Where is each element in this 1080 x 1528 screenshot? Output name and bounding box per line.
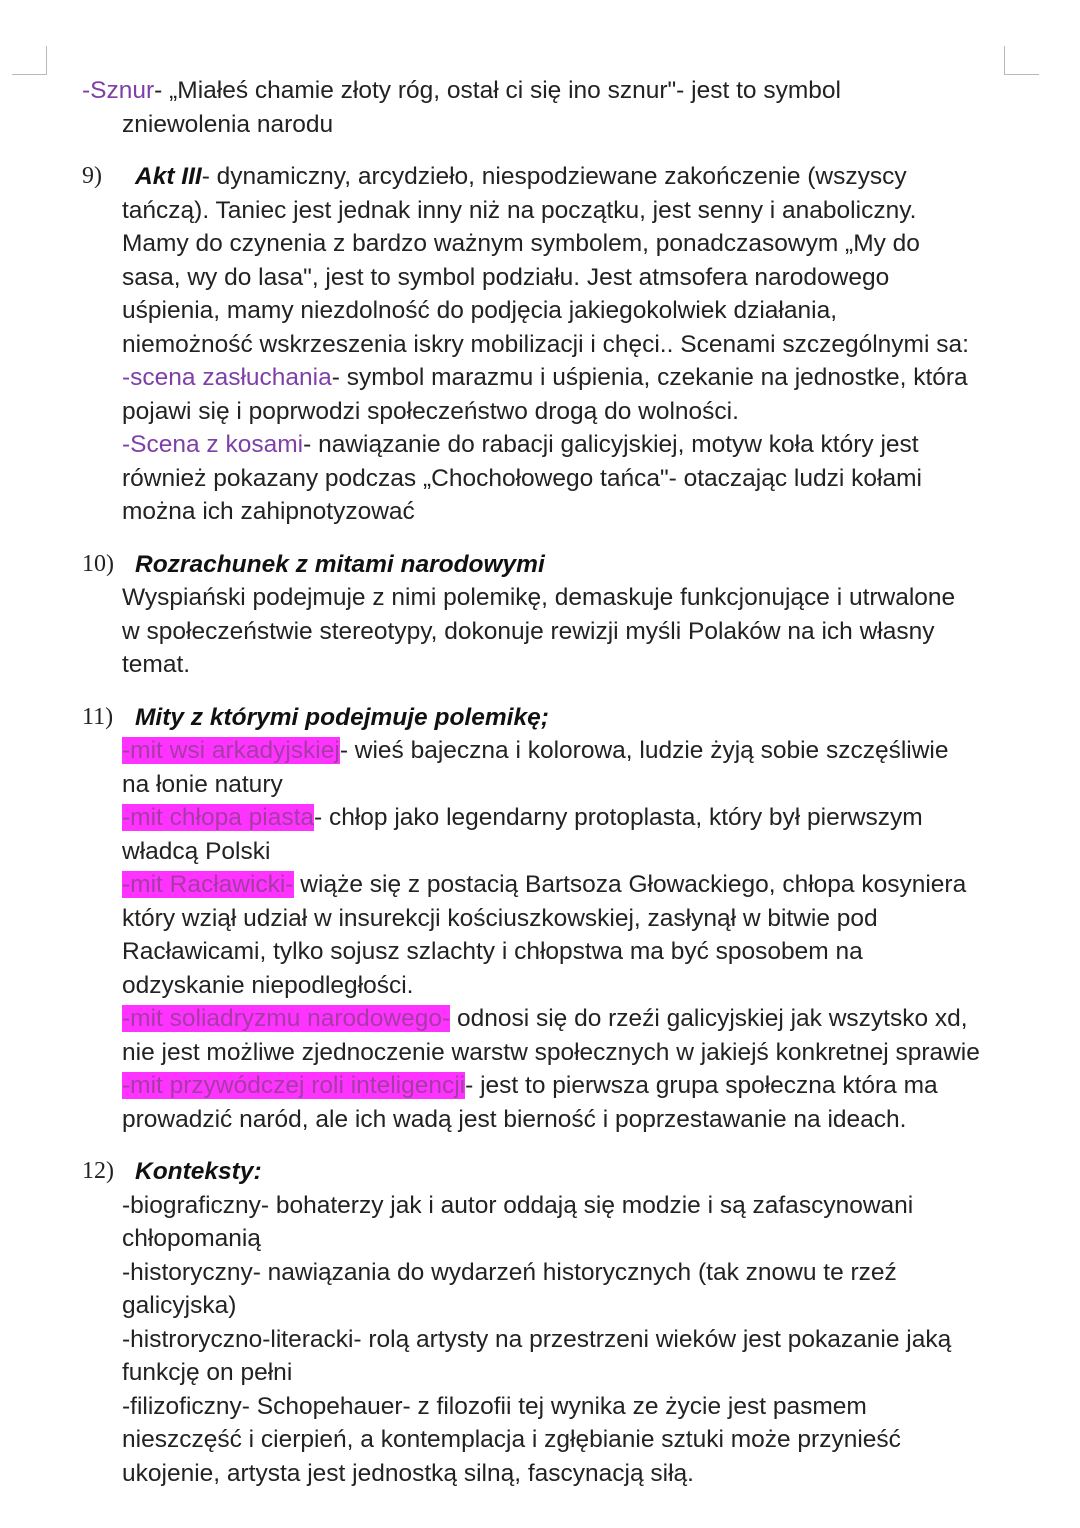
mit-chlopa-line-2: władcą Polski [122, 837, 271, 865]
mit-inteligencji-line-2: prowadzić naród, ale ich wadą jest bierność i poprzestawanie na ideach. [122, 1105, 907, 1133]
mit-solidaryzmu-line-2: nie jest możliwe zjednoczenie warstw społecznych w jakiejś konkretnej sprawie [122, 1038, 980, 1066]
mit-inteligencji-text: - jest to pierwsza grupa społeczna która ma [465, 1072, 938, 1099]
section-9-body [122, 194, 1042, 529]
sznur-label: -Sznur [82, 77, 155, 104]
section-12-heading [82, 1155, 1042, 1189]
section-10-line: temat. [122, 651, 191, 678]
scena-zasluchania-text: - symbol marazmu i uśpienia, czekanie na jednostke, która [331, 364, 968, 391]
mit-raclawicki-line-4: odzyskanie niepodległości. [122, 971, 414, 999]
scena-z-kosami-line-2: również pokazany podczas „Chochołowego tańca"- otaczając ludzi kołami [122, 464, 922, 492]
mit-wsi-line-2: na łonie natury [122, 770, 283, 798]
mit-wsi-line-1 [122, 734, 1042, 768]
mit-raclawicki-text: wiąże się z postacią Bartsoza Głowackiego, chłopa kosyniera [293, 871, 967, 898]
section-12-line: -filizoficzny- Schopehauer- z filozofii tej wynika ze życie jest pasmem [122, 1392, 867, 1420]
section-10-line: w społeczeństwie stereotypy, dokonuje rewizji myśli Polaków na ich własny [122, 617, 935, 645]
mit-chlopa-piasta-highlight: -mit chłopa piasta [122, 804, 315, 831]
scena-z-kosami-label: -Scena z kosami [122, 431, 304, 458]
section-12-line: ukojenie, artysta jest jednostką silną, fascynacją siłą. [122, 1459, 694, 1487]
scena-z-kosami-line-3: można ich zahipnotyzować [122, 498, 415, 525]
sznur-line-1 [82, 74, 1042, 108]
section-10-number: 10) [82, 550, 114, 577]
mit-solidaryzmu-highlight: -mit soliadryzmu narodowego- [122, 1005, 451, 1032]
section-10-body [122, 581, 1042, 682]
section-12-line: -historyczny- nawiązania do wydarzeń historycznych (tak znowu te rzeź [122, 1258, 897, 1286]
mit-inteligencji-line-1 [122, 1069, 1042, 1103]
section-9-title: Akt III [135, 163, 202, 190]
section-12-line: -biograficzny- bohaterzy jak i autor oddają się modzie i są zafascynowani [122, 1191, 914, 1219]
mit-chlopa-text: - chłop jako legendarny protoplasta, który był pierwszym [314, 804, 923, 831]
mit-raclawicki-line-3: Racławicami, tylko sojusz szlachty i chłopstwa ma być sposobem na [122, 938, 863, 965]
section-9-line: tańczą). Taniec jest jednak inny niż na początku, jest senny i anaboliczny. [122, 196, 917, 224]
section-12-line: chłopomanią [122, 1225, 261, 1252]
section-10 [82, 548, 1042, 682]
section-9-number: 9) [82, 163, 102, 189]
section-12-body [122, 1189, 1042, 1491]
mit-raclawicki-line-2: który wziął udział w insurekcji kościuszkowskiej, zasłynął w bitwie pod [122, 904, 878, 932]
section-9 [82, 160, 1042, 529]
section-9-line: uśpienia, mamy niezdolność do podjęcia jakiegokolwiek działania, [122, 297, 837, 324]
section-11-heading [82, 701, 1042, 735]
section-11-number: 11) [82, 703, 114, 730]
section-9-line: niemożność wskrzeszenia iskry mobilizacji i chęci.. Scenami szczególnymi sa: [122, 330, 969, 358]
section-12 [82, 1155, 1042, 1490]
mit-wsi-text: - wieś bajeczna i kolorowa, ludzie żyją sobie szczęśliwie [339, 737, 949, 764]
page-corner-marker-left [12, 46, 47, 75]
section-12-title: Konteksty: [135, 1158, 262, 1185]
mit-solidaryzmu-line-1 [122, 1002, 1042, 1036]
section-9-line: sasa, wy do lasa", jest to symbol podziału. Jest atmsofera narodowego [122, 263, 890, 291]
mit-chlopa-line-1 [122, 801, 1042, 835]
scena-z-kosami-line-1 [122, 428, 1042, 462]
section-9-line: Mamy do czynenia z bardzo ważnym symbolem, ponadczasowym „My do [122, 230, 920, 257]
section-10-heading [82, 548, 1042, 582]
sznur-paragraph [82, 74, 1042, 141]
sznur-line-2: zniewolenia narodu [122, 110, 334, 138]
mit-wsi-arkadyjskiej-highlight: -mit wsi arkadyjskiej [122, 737, 340, 764]
section-12-line: funkcję on pełni [122, 1359, 293, 1386]
section-9-line-0: - dynamiczny, arcydzieło, niespodziewane zakończenie (wszyscy [201, 163, 907, 190]
mit-solidaryzmu-text: odnosi się do rzeźi galicyjskiej jak wszytsko xd, [450, 1005, 968, 1032]
document-body [82, 74, 1042, 1490]
mit-raclawicki-highlight: -mit Racławicki- [122, 871, 294, 898]
section-12-line: galicyjska) [122, 1292, 237, 1319]
mit-inteligencji-highlight: -mit przywódczej roli inteligencji [122, 1072, 466, 1099]
section-12-line: -histroryczno-literacki- rolą artysty na przestrzeni wieków jest pokazanie jaką [122, 1325, 952, 1353]
section-10-line: Wyspiański podejmuje z nimi polemikę, demaskuje funkcjonujące i utrwalone [122, 584, 956, 611]
scena-zasluchania-line-2: pojawi się i poprwodzi społeczeństwo drogą do wolności. [122, 397, 739, 425]
section-11 [82, 701, 1042, 1137]
section-9-heading [82, 160, 1042, 194]
sznur-text-1: - „Miałeś chamie złoty róg, ostał ci się ino sznur"- jest to symbol [154, 77, 841, 104]
section-11-title: Mity z którymi podejmuje polemikę; [135, 703, 549, 731]
scena-zasluchania-label: -scena zasłuchania [122, 364, 332, 391]
section-12-number: 12) [82, 1158, 114, 1184]
section-12-line: nieszczęść i cierpień, a kontemplacja i zgłębianie sztuki może przynieść [122, 1426, 901, 1453]
scena-z-kosami-text: - nawiązanie do rabacji galicyjskiej, motyw koła który jest [303, 431, 919, 458]
section-11-body [122, 734, 1042, 1136]
scena-zasluchania-line-1 [122, 361, 1042, 395]
mit-raclawicki-line-1 [122, 868, 1042, 902]
section-10-title: Rozrachunek z mitami narodowymi [135, 550, 545, 578]
page-corner-marker-right [1004, 46, 1039, 75]
